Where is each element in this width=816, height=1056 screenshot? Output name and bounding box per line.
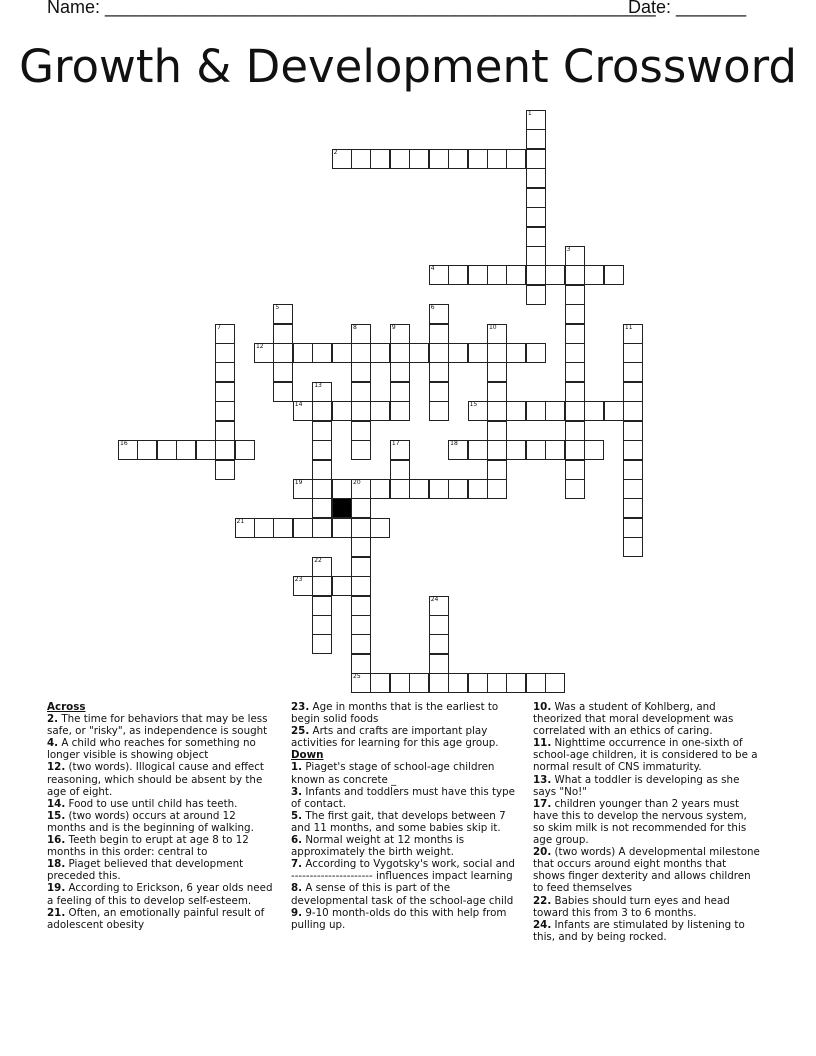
grid-cell[interactable] [448,265,468,285]
grid-cell[interactable] [526,110,546,130]
clue-column-1 [47,701,275,931]
grid-cell[interactable] [565,343,585,363]
grid-cell[interactable] [351,421,371,441]
grid-cell[interactable] [448,673,468,693]
grid-cell[interactable] [312,576,332,596]
grid-cell[interactable] [487,401,507,421]
grid-cell[interactable] [409,149,429,169]
grid-cell[interactable] [254,518,274,538]
clue-item: 17. children younger than 2 years must have this to develop the nervous system, so skim milk is not recommended for this age group. [533,797,747,847]
clue-item: 15. (two words) occurs at around 12 months and is the beginning of walking. [47,809,254,834]
grid-cell[interactable] [390,401,410,421]
grid-cell[interactable] [332,343,352,363]
grid-cell[interactable] [351,401,371,421]
clue-number: 18 [450,440,458,448]
grid-cell[interactable] [215,440,235,460]
grid-cell[interactable] [526,401,546,421]
grid-cell[interactable] [429,673,449,693]
date-field[interactable]: Date: _______ [628,0,747,17]
clue-item: 8. A sense of this is part of the developmental task of the school-age child [291,882,514,907]
grid-cell[interactable] [429,382,449,402]
grid-cell[interactable] [215,401,235,421]
clue-number: 2 [333,148,338,156]
grid-cell[interactable] [370,673,390,693]
grid-cell[interactable] [312,615,332,635]
grid-cell[interactable] [506,265,526,285]
clue-item: 25. Arts and crafts are important play activities for learning for this age group. [291,725,499,750]
grid-cell[interactable] [351,479,371,499]
grid-cell[interactable] [623,324,643,344]
clue-number: 21 [236,517,245,525]
grid-cell[interactable] [623,460,643,480]
grid-cell[interactable] [429,304,449,324]
grid-cell[interactable] [565,362,585,382]
grid-cell[interactable] [351,362,371,382]
grid-cell[interactable] [332,518,352,538]
grid-cell[interactable] [526,285,546,305]
grid-cell[interactable] [215,324,235,344]
grid-cell[interactable] [468,479,488,499]
grid-cell[interactable] [390,440,410,460]
grid-cell[interactable] [176,440,196,460]
grid-cell[interactable] [448,343,468,363]
grid-cell[interactable] [312,401,332,421]
grid-cell[interactable] [351,498,371,518]
clue-item: 6. Normal weight at 12 months is approximately the birth weight. [291,834,465,859]
grid-cell[interactable] [312,596,332,616]
grid-cell[interactable] [351,440,371,460]
grid-cell[interactable] [370,518,390,538]
grid-cell[interactable] [584,265,604,285]
grid-cell[interactable] [390,460,410,480]
grid-cell[interactable] [312,440,332,460]
grid-cell[interactable] [448,479,468,499]
grid-cell[interactable] [487,149,507,169]
grid-cell[interactable] [390,382,410,402]
grid-cell[interactable] [390,149,410,169]
grid-cell[interactable] [235,518,255,538]
grid-cell[interactable] [468,343,488,363]
grid-cell[interactable] [293,401,313,421]
grid-cell[interactable] [429,479,449,499]
grid-cell[interactable] [448,440,468,460]
clue-item: 22. Babies should turn eyes and head toward this from 3 to 6 months. [533,894,730,919]
grid-cell[interactable] [584,401,604,421]
grid-cell[interactable] [448,149,468,169]
name-field[interactable]: Name: _______________________________________________________ [47,0,656,17]
grid-cell[interactable] [312,479,332,499]
clue-number: 6 [430,304,435,312]
clue-item: 13. What a toddler is developing as she says "No!" [533,773,740,798]
grid-cell[interactable] [487,460,507,480]
grid-cell[interactable] [409,343,429,363]
clue-number: 24 [430,595,439,603]
grid-cell[interactable] [468,149,488,169]
grid-cell[interactable] [429,654,449,674]
grid-cell[interactable] [565,460,585,480]
grid-cell[interactable] [526,168,546,188]
grid-cell[interactable] [390,479,410,499]
grid-cell[interactable] [273,324,293,344]
grid-cell[interactable] [370,479,390,499]
grid-cell[interactable] [468,440,488,460]
grid-cell[interactable] [487,265,507,285]
clue-item: 11. Nighttime occurrence in one-sixth of school-age children, it is considered to be a normal result of CNS immaturity. [533,737,758,774]
clue-column-3 [533,701,761,943]
grid-cell[interactable] [273,343,293,363]
clue-number: 8 [353,323,357,331]
clue-number: 17 [391,440,400,448]
grid-cell[interactable] [487,440,507,460]
grid-cell[interactable] [565,440,585,460]
grid-cell[interactable] [390,673,410,693]
clue-number: 13 [314,381,322,389]
grid-cell[interactable] [584,440,604,460]
grid-cell[interactable] [604,401,624,421]
clue-number: 15 [469,401,478,409]
grid-cell[interactable] [312,498,332,518]
grid-cell[interactable] [526,207,546,227]
grid-cell[interactable] [312,421,332,441]
clue-item: 4. A child who reaches for something no longer visible is showing object [47,737,256,762]
grid-cell[interactable] [293,479,313,499]
grid-cell[interactable] [487,421,507,441]
grid-cell[interactable] [312,518,332,538]
grid-cell[interactable] [565,246,585,266]
grid-cell[interactable] [196,440,216,460]
grid-cell[interactable] [273,518,293,538]
grid-cell[interactable] [332,401,352,421]
clue-item: 3. Infants and toddlers must have this type of contact. [291,785,516,810]
clue-number: 5 [275,304,280,312]
grid-cell[interactable] [312,460,332,480]
grid-cell[interactable] [370,401,390,421]
grid-cell[interactable] [370,343,390,363]
grid-cell[interactable] [526,246,546,266]
grid-cell[interactable] [390,324,410,344]
grid-cell[interactable] [293,518,313,538]
clue-item: 24. Infants are stimulated by listening to this, and by being rocked. [533,918,745,943]
grid-cell[interactable] [254,343,274,363]
grid-cell[interactable] [526,343,546,363]
grid-cell[interactable] [506,440,526,460]
grid-cell[interactable] [293,343,313,363]
grid-cell[interactable] [565,479,585,499]
clue-number: 20 [353,478,361,486]
grid-cell[interactable] [565,382,585,402]
clue-number: 11 [624,323,633,331]
grid-cell[interactable] [506,149,526,169]
grid-cell[interactable] [623,401,643,421]
grid-cell[interactable] [273,362,293,382]
grid-cell[interactable] [312,382,332,402]
clue-number: 12 [255,343,264,351]
clue-item: 12. (two words). Illogical cause and effect reasoning, which should be absent by the age of eight. [47,761,264,798]
grid-cell[interactable] [623,479,643,499]
grid-cell[interactable] [526,188,546,208]
grid-cell[interactable] [351,634,371,654]
grid-cell[interactable] [429,615,449,635]
grid-cell[interactable] [526,440,546,460]
grid-cell[interactable] [545,265,565,285]
grid-cell[interactable] [545,440,565,460]
clue-item: 7. According to Vygotsky's work, social and ---------------------- influences impact learning [291,858,515,883]
grid-cell[interactable] [623,343,643,363]
clue-item: 19. According to Erickson, 6 year olds need a feeling of this to develop self-esteem. [47,882,273,907]
page-title: Growth & Development Crossword [19,40,797,93]
grid-cell[interactable] [429,343,449,363]
grid-cell[interactable] [623,537,643,557]
grid-cell[interactable] [390,343,410,363]
clue-item: 18. Piaget believed that development preceded this. [47,858,244,883]
grid-cell[interactable] [487,362,507,382]
grid-cell[interactable] [215,460,235,480]
down-heading: Down [291,749,324,762]
grid-cell[interactable] [157,440,177,460]
grid-cell[interactable] [429,324,449,344]
grid-cell[interactable] [235,440,255,460]
grid-cell[interactable] [487,673,507,693]
grid-cell[interactable] [565,285,585,305]
grid-cell[interactable] [623,440,643,460]
grid-cell[interactable] [409,673,429,693]
grid-cell[interactable] [545,401,565,421]
clue-number: 4 [430,265,435,273]
grid-cell[interactable] [293,576,313,596]
clue-number: 16 [120,440,128,448]
grid-cell[interactable] [332,149,352,169]
grid-cell[interactable] [623,518,643,538]
grid-cell[interactable] [506,673,526,693]
grid-cell[interactable] [215,421,235,441]
grid-cell[interactable] [312,343,332,363]
grid-cell[interactable] [526,149,546,169]
clue-number: 23 [294,576,303,584]
grid-cell[interactable] [526,129,546,149]
grid-cell[interactable] [429,634,449,654]
grid-cell[interactable] [565,265,585,285]
grid-cell[interactable] [623,382,643,402]
grid-cell[interactable] [526,227,546,247]
grid-cell[interactable] [623,421,643,441]
clue-item: 10. Was a student of Kohlberg, and theorized that moral development was correlated with an ethics of caring. [533,701,734,738]
grid-cell[interactable] [545,673,565,693]
grid-cell[interactable] [215,362,235,382]
clue-number: 14 [294,401,303,409]
across-heading: Across [47,701,86,713]
grid-cell[interactable] [312,557,332,577]
grid-cell[interactable] [487,382,507,402]
clue-item: 5. The first gait, that develops between 7 and 11 months, and some babies skip it. [291,809,506,834]
clue-item: 21. Often, an emotionally painful result of adolescent obesity [47,906,265,931]
clue-item: 14. Food to use until child has teeth. [47,797,238,810]
grid-cell[interactable] [215,343,235,363]
clue-number: 19 [294,478,303,486]
grid-cell[interactable] [332,576,352,596]
grid-cell[interactable] [351,324,371,344]
grid-cell[interactable] [351,518,371,538]
clue-number: 22 [314,556,322,564]
grid-cell[interactable] [351,673,371,693]
grid-cell[interactable] [351,537,371,557]
grid-cell[interactable] [487,479,507,499]
grid-cell[interactable] [215,382,235,402]
clue-number: 25 [353,673,361,681]
clue-item: 16. Teeth begin to erupt at age 8 to 12 months in this order: central to [47,834,249,859]
grid-cell[interactable] [506,401,526,421]
grid-cell[interactable] [623,362,643,382]
clue-number: 1 [527,110,532,117]
grid-cell[interactable] [468,265,488,285]
grid-cell[interactable] [429,401,449,421]
grid-cell[interactable] [623,498,643,518]
grid-cell[interactable] [429,149,449,169]
grid-cell[interactable] [137,440,157,460]
grid-cell[interactable] [351,576,371,596]
grid-cell[interactable] [370,149,390,169]
grid-cell[interactable] [468,673,488,693]
grid-cell[interactable] [332,479,352,499]
grid-cell[interactable] [565,401,585,421]
clue-item: 9. 9-10 month-olds do this with help from pulling up. [291,906,507,931]
grid-cell[interactable] [351,557,371,577]
grid-cell[interactable] [351,149,371,169]
grid-cell[interactable] [273,382,293,402]
grid-cell[interactable] [565,324,585,344]
grid-cell[interactable] [390,362,410,382]
grid-cell[interactable] [526,673,546,693]
grid-cell[interactable] [409,479,429,499]
clue-item: 1. Piaget's stage of school-age children known as concrete _ [291,761,495,786]
clue-number: 7 [217,323,221,331]
grid-cell[interactable] [429,362,449,382]
grid-cell[interactable] [565,421,585,441]
grid-cell[interactable] [604,265,624,285]
grid-cell[interactable] [487,343,507,363]
grid-cell[interactable] [487,324,507,344]
clue-number: 3 [566,245,571,253]
clue-number: 9 [391,323,396,331]
black-cell [332,498,352,518]
grid-cell[interactable] [468,401,488,421]
clue-item: 20. (two words) A developmental milestone that occurs around eight months that shows finger dexterity and allows children to feed themselves [533,846,760,895]
clue-item: 2. The time for behaviors that may be less safe, or "risky", as independence is sought [47,713,268,738]
clue-number: 10 [488,323,497,331]
grid-cell[interactable] [429,596,449,616]
grid-cell[interactable] [312,634,332,654]
grid-cell[interactable] [273,304,293,324]
grid-cell[interactable] [351,654,371,674]
grid-cell[interactable] [351,615,371,635]
grid-cell[interactable] [506,343,526,363]
grid-cell[interactable] [351,343,371,363]
grid-cell[interactable] [429,265,449,285]
grid-cell[interactable] [351,382,371,402]
grid-cell[interactable] [565,304,585,324]
grid-cell[interactable] [351,596,371,616]
clue-column-2 [291,701,519,931]
grid-cell[interactable] [118,440,138,460]
grid-cell[interactable] [526,265,546,285]
clue-item: 23. Age in months that is the earliest to begin solid foods [291,701,499,726]
